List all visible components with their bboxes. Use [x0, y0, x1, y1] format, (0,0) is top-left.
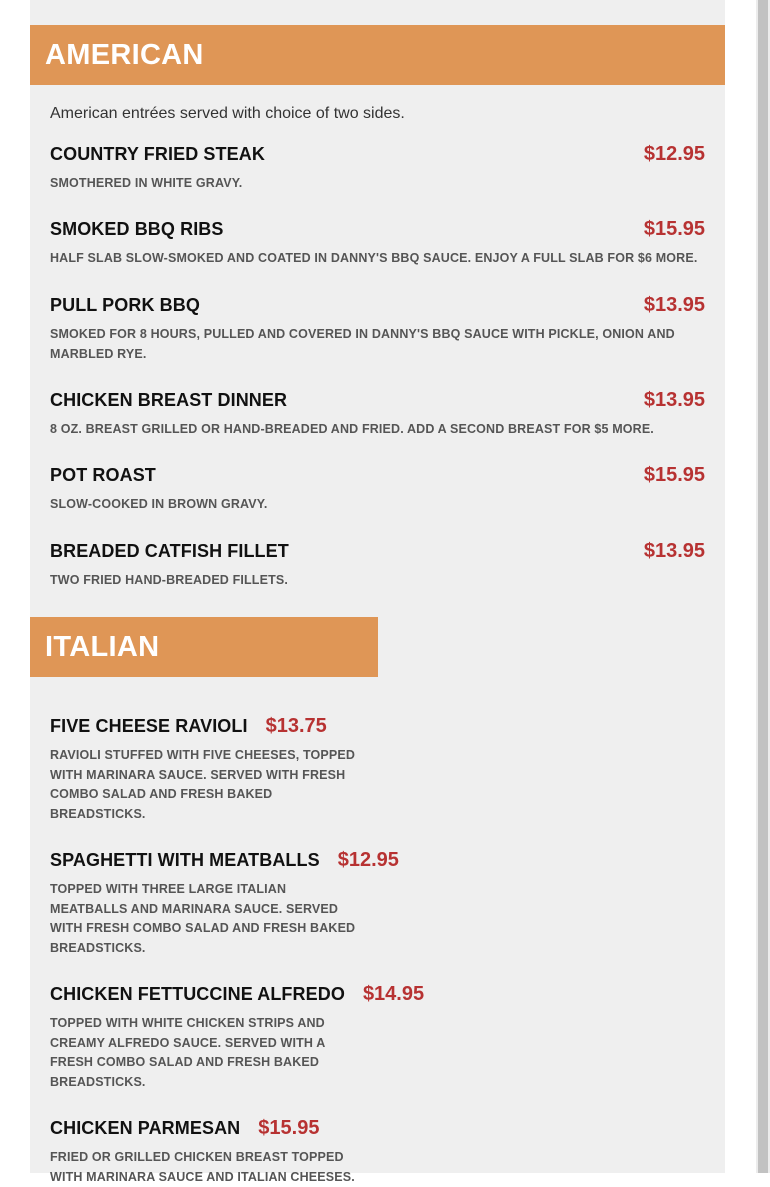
item-name: CHICKEN BREAST DINNER — [50, 390, 288, 410]
menu-item — [50, 849, 399, 958]
item-price: $13.95 — [643, 540, 705, 562]
item-name: BREADED CATFISH FILLET — [50, 541, 289, 561]
item-price: $15.95 — [258, 1117, 320, 1139]
item-name: SPAGHETTI WITH MEATBALLS — [50, 850, 320, 870]
section-header-italian — [30, 617, 378, 677]
scrollbar-thumb[interactable] — [758, 0, 768, 1173]
item-price: $14.95 — [362, 983, 425, 1005]
item-description: HALF SLAB SLOW-SMOKED AND COATED IN DANNY'S BBQ SAUCE. ENJOY A FULL SLAB FOR $6 MORE. — [50, 251, 698, 265]
item-description: SMOTHERED IN WHITE GRAVY. — [50, 176, 243, 190]
menu-item — [50, 540, 705, 591]
item-name: PULL PORK BBQ — [50, 295, 200, 315]
item-price: $13.75 — [265, 715, 327, 737]
menu-item — [50, 389, 705, 440]
item-description: TOPPED WITH WHITE CHICKEN STRIPS AND CREAMY ALFREDO SAUCE. SERVED WITH A FRESH COMBO SALAD AND FRESH BAKED BREADSTICKS. — [50, 1016, 325, 1089]
item-price: $15.95 — [643, 464, 705, 486]
menu-item — [50, 715, 360, 824]
item-description: 8 OZ. BREAST GRILLED OR HAND-BREADED AND FRIED. ADD A SECOND BREAST FOR $5 MORE. — [50, 422, 654, 436]
section-title-american: AMERICAN — [45, 38, 204, 71]
item-name: FIVE CHEESE RAVIOLI — [50, 716, 248, 736]
item-price: $12.95 — [337, 849, 399, 871]
item-description: TWO FRIED HAND-BREADED FILLETS. — [50, 573, 288, 587]
item-price: $12.95 — [643, 143, 705, 165]
item-name: SMOKED BBQ RIBS — [50, 219, 224, 239]
menu-item — [50, 143, 705, 194]
item-price: $13.95 — [643, 389, 705, 411]
section-header-american — [30, 25, 725, 85]
item-description: SLOW-COOKED IN BROWN GRAVY. — [50, 497, 268, 511]
item-name: CHICKEN PARMESAN — [50, 1118, 241, 1138]
american-intro-text: American entrées served with choice of two sides. — [50, 105, 405, 122]
menu-item — [50, 983, 424, 1092]
menu-item — [50, 218, 705, 269]
menu-item — [50, 1117, 360, 1187]
item-description: SMOKED FOR 8 HOURS, PULLED AND COVERED IN DANNY'S BBQ SAUCE WITH PICKLE, ONION AND MARBLED RYE. — [50, 327, 675, 361]
menu-item — [50, 464, 705, 515]
item-description: FRIED OR GRILLED CHICKEN BREAST TOPPED WITH MARINARA SAUCE AND ITALIAN CHEESES. — [50, 1150, 355, 1184]
item-price: $13.95 — [643, 294, 705, 316]
item-name: CHICKEN FETTUCCINE ALFREDO — [50, 984, 345, 1004]
item-price: $15.95 — [643, 218, 705, 240]
section-title-italian: ITALIAN — [45, 630, 160, 663]
item-name: POT ROAST — [50, 465, 156, 485]
item-description: TOPPED WITH THREE LARGE ITALIAN MEATBALLS AND MARINARA SAUCE. SERVED WITH FRESH COMBO SALAD AND FRESH BAKED BREADSTICKS. — [50, 882, 356, 955]
item-name: COUNTRY FRIED STEAK — [50, 144, 265, 164]
item-description: RAVIOLI STUFFED WITH FIVE CHEESES, TOPPED WITH MARINARA SAUCE. SERVED WITH FRESH COMBO SALAD AND FRESH BAKED BREADSTICKS. — [50, 748, 356, 821]
menu-item — [50, 294, 705, 364]
